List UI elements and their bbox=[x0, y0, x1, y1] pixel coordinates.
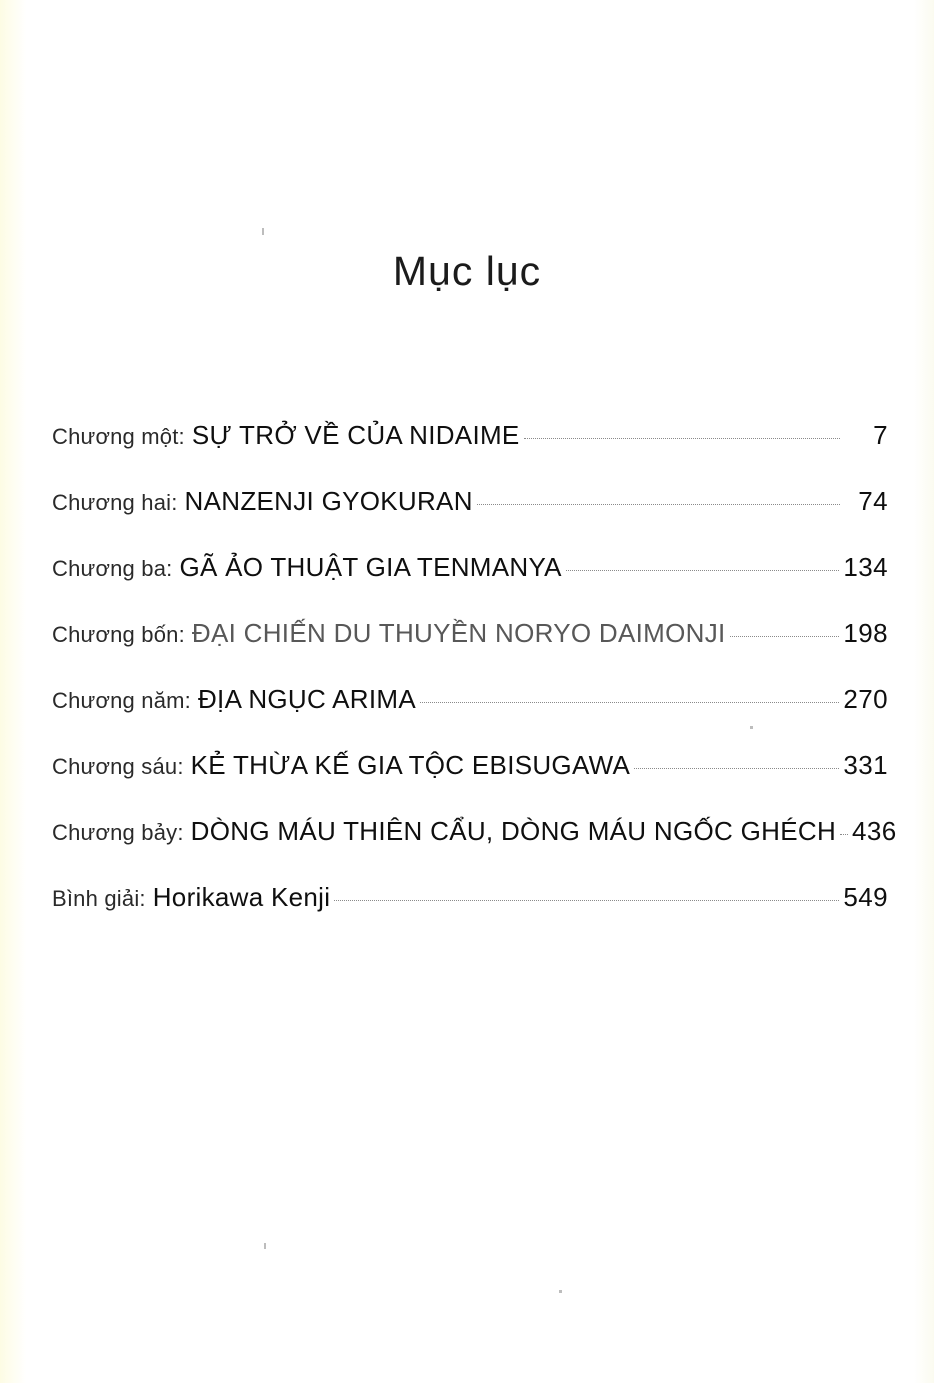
scan-speck bbox=[262, 228, 264, 235]
toc-entry-title: KẺ THỪA KẾ GIA TỘC EBISUGAWA bbox=[190, 750, 631, 780]
toc-entry-chapter: Chương sáu: bbox=[52, 754, 184, 779]
toc-entry-title: SỰ TRỞ VỀ CỦA NIDAIME bbox=[191, 420, 520, 450]
toc-entry-title: Horikawa Kenji bbox=[152, 882, 331, 912]
toc-leader-dots bbox=[840, 833, 848, 835]
toc-entry[interactable] bbox=[52, 748, 888, 784]
toc-leader-dots bbox=[334, 899, 839, 901]
toc-entry[interactable] bbox=[52, 550, 888, 586]
toc-entry-chapter: Chương bốn: bbox=[52, 622, 185, 647]
toc-entry-title: NANZENJI GYOKURAN bbox=[184, 486, 473, 516]
toc-entry-chapter: Chương một: bbox=[52, 424, 185, 449]
toc-leader-dots bbox=[634, 767, 839, 769]
toc-entry[interactable] bbox=[52, 616, 888, 652]
toc-entry-page: 198 bbox=[843, 618, 888, 648]
toc-entry-chapter: Chương năm: bbox=[52, 688, 191, 713]
toc-entry[interactable] bbox=[52, 880, 888, 916]
scan-speck bbox=[264, 1243, 266, 1249]
toc-leader-dots bbox=[566, 569, 840, 571]
toc-entry-title: DÒNG MÁU THIÊN CẨU, DÒNG MÁU NGỐC GHÉCH bbox=[190, 816, 837, 846]
toc-leader-dots bbox=[477, 503, 840, 505]
toc-entry-chapter: Chương hai: bbox=[52, 490, 178, 515]
toc-leader-dots bbox=[730, 635, 840, 637]
toc-entry-page: 549 bbox=[843, 882, 888, 912]
toc-entry-page: 331 bbox=[843, 750, 888, 780]
toc-entry-page: 7 bbox=[873, 420, 888, 450]
toc-entry[interactable] bbox=[52, 814, 897, 850]
toc-entry-page: 134 bbox=[843, 552, 888, 582]
page-title: Mục lục bbox=[392, 248, 542, 294]
toc-entry-title: ĐẠI CHIẾN DU THUYỀN NORYO DAIMONJI bbox=[191, 618, 726, 648]
toc-entry-title: ĐỊA NGỤC ARIMA bbox=[197, 684, 416, 714]
toc-entry-page: 436 bbox=[852, 816, 897, 846]
toc-entry-title: GÃ ẢO THUẬT GIA TENMANYA bbox=[179, 552, 562, 582]
toc-leader-dots bbox=[524, 437, 840, 439]
toc-entry-page: 270 bbox=[843, 684, 888, 714]
table-of-contents bbox=[52, 418, 897, 946]
toc-entry[interactable] bbox=[52, 418, 888, 454]
toc-entry-chapter: Bình giải: bbox=[52, 886, 146, 911]
toc-leader-dots bbox=[420, 701, 839, 703]
toc-entry[interactable] bbox=[52, 682, 888, 718]
toc-entry-chapter: Chương bảy: bbox=[52, 820, 184, 845]
scan-speck bbox=[559, 1290, 562, 1293]
toc-entry-chapter: Chương ba: bbox=[52, 556, 173, 581]
toc-entry-page: 74 bbox=[858, 486, 888, 516]
toc-entry[interactable] bbox=[52, 484, 888, 520]
